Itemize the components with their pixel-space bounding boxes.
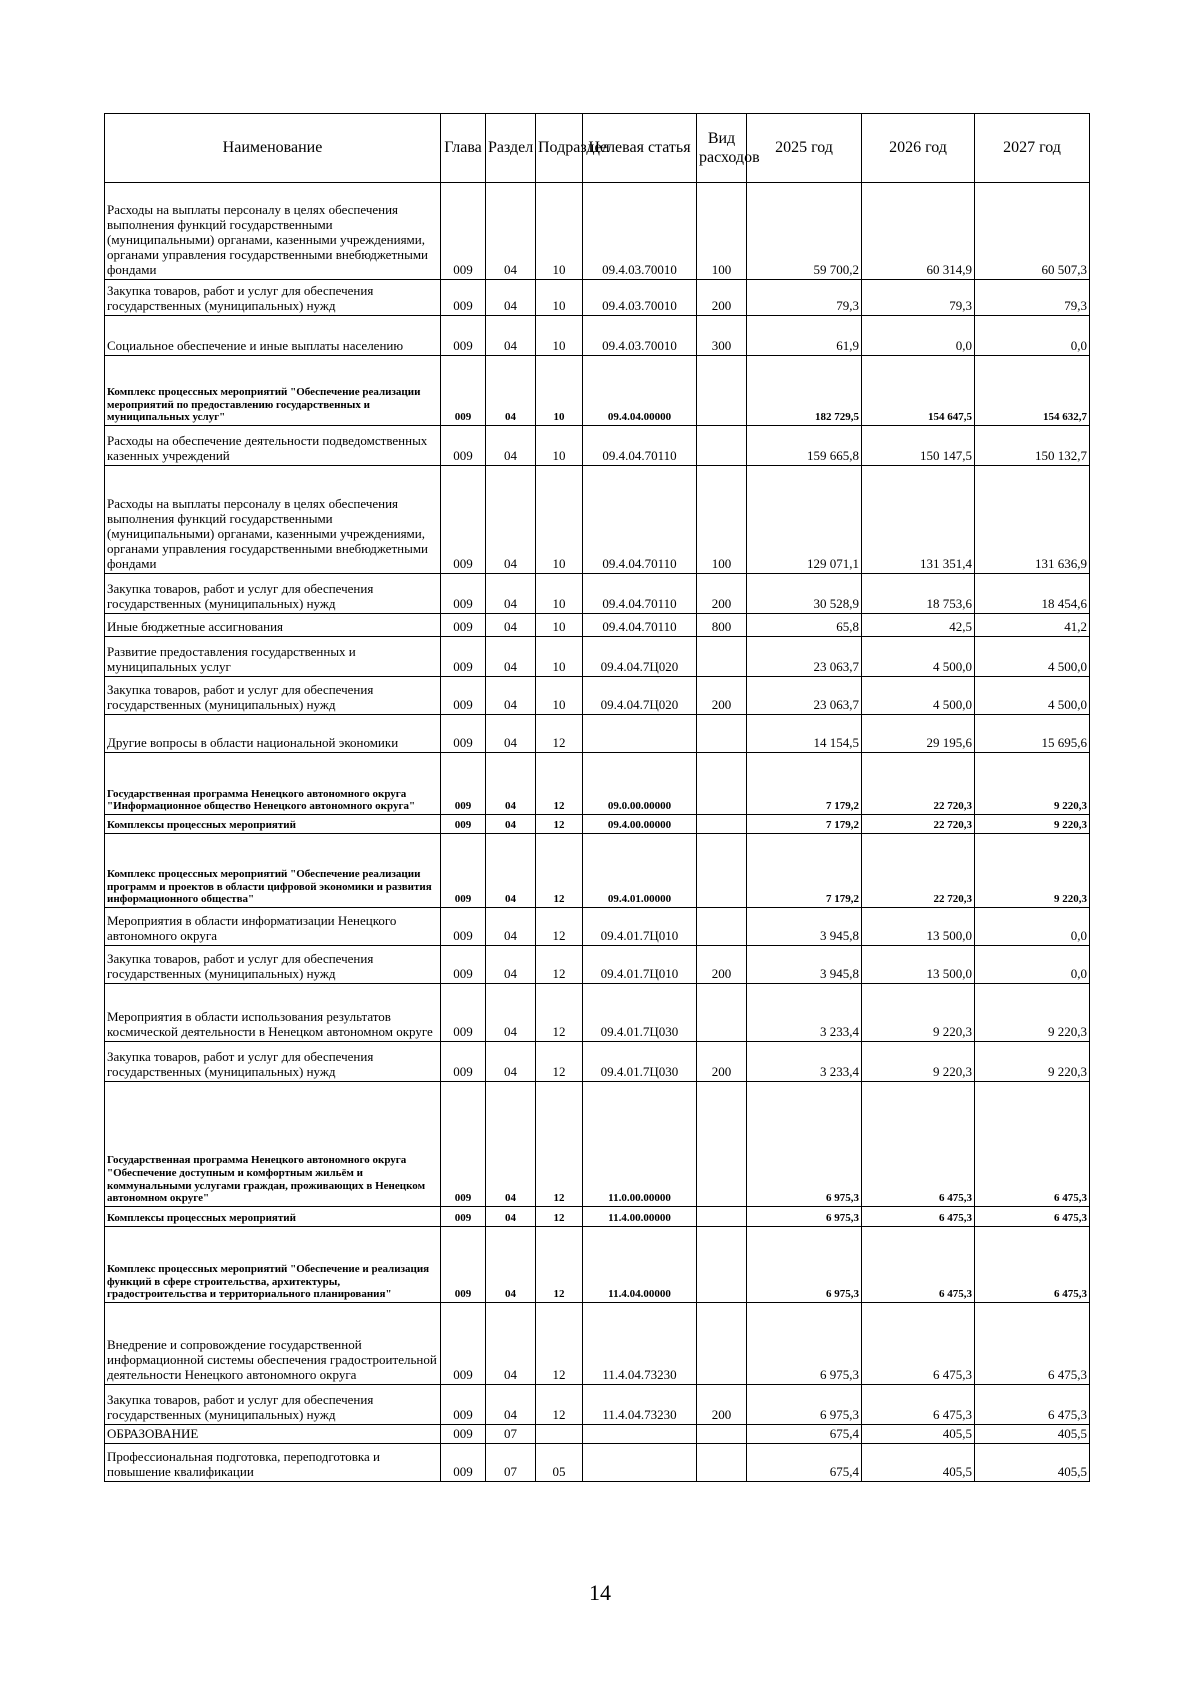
statya-cell [583, 1425, 697, 1444]
header-razdel: Раздел [486, 114, 536, 183]
value-2025-cell: 182 729,5 [747, 356, 862, 426]
name-cell: Мероприятия в области использования результатов космической деятельности в Ненецком автономном округе [105, 984, 441, 1042]
name-cell: Другие вопросы в области национальной экономики [105, 715, 441, 753]
value-2027-cell: 18 454,6 [975, 574, 1090, 614]
glava-cell: 009 [441, 637, 486, 677]
table-row [105, 466, 1090, 574]
table-row [105, 574, 1090, 614]
razdel-cell: 04 [486, 1082, 536, 1207]
glava-cell: 009 [441, 183, 486, 280]
table-row [105, 1042, 1090, 1082]
header-vid: Вид расходов [697, 114, 747, 183]
table-row [105, 908, 1090, 946]
page-number: 14 [589, 1580, 611, 1605]
value-2026-cell: 13 500,0 [862, 946, 975, 984]
vid-cell: 200 [697, 1042, 747, 1082]
value-2027-cell: 9 220,3 [975, 815, 1090, 834]
statya-cell: 09.4.04.70110 [583, 426, 697, 466]
razdel-cell: 04 [486, 715, 536, 753]
razdel-cell: 04 [486, 637, 536, 677]
table-row [105, 426, 1090, 466]
name-cell: Мероприятия в области информатизации Ненецкого автономного округа [105, 908, 441, 946]
name-cell: Закупка товаров, работ и услуг для обеспечения государственных (муниципальных) нужд [105, 677, 441, 715]
podrazdel-cell: 10 [536, 677, 583, 715]
statya-cell: 09.4.04.70110 [583, 574, 697, 614]
vid-cell [697, 1444, 747, 1482]
razdel-cell: 04 [486, 356, 536, 426]
name-cell: Закупка товаров, работ и услуг для обеспечения государственных (муниципальных) нужд [105, 574, 441, 614]
vid-cell [697, 1082, 747, 1207]
glava-cell: 009 [441, 946, 486, 984]
value-2025-cell: 30 528,9 [747, 574, 862, 614]
statya-cell: 09.4.00.00000 [583, 815, 697, 834]
vid-cell [697, 637, 747, 677]
vid-cell [697, 984, 747, 1042]
table-body [105, 183, 1090, 1482]
statya-cell: 11.4.00.00000 [583, 1207, 697, 1227]
value-2026-cell: 154 647,5 [862, 356, 975, 426]
glava-cell: 009 [441, 466, 486, 574]
table-row [105, 946, 1090, 984]
value-2026-cell: 18 753,6 [862, 574, 975, 614]
name-cell: Комплексы процессных мероприятий [105, 815, 441, 834]
razdel-cell: 04 [486, 1385, 536, 1425]
glava-cell: 009 [441, 834, 486, 908]
value-2025-cell: 61,9 [747, 316, 862, 356]
value-2025-cell: 6 975,3 [747, 1303, 862, 1385]
podrazdel-cell: 10 [536, 426, 583, 466]
vid-cell: 200 [697, 677, 747, 715]
value-2027-cell: 6 475,3 [975, 1082, 1090, 1207]
glava-cell: 009 [441, 574, 486, 614]
razdel-cell: 04 [486, 946, 536, 984]
razdel-cell: 04 [486, 426, 536, 466]
razdel-cell: 04 [486, 1227, 536, 1303]
name-cell: Закупка товаров, работ и услуг для обеспечения государственных (муниципальных) нужд [105, 280, 441, 316]
value-2027-cell: 4 500,0 [975, 677, 1090, 715]
name-cell: Развитие предоставления государственных и муниципальных услуг [105, 637, 441, 677]
name-cell: Социальное обеспечение и иные выплаты населению [105, 316, 441, 356]
statya-cell: 09.4.04.00000 [583, 356, 697, 426]
value-2025-cell: 59 700,2 [747, 183, 862, 280]
razdel-cell: 04 [486, 316, 536, 356]
value-2027-cell: 6 475,3 [975, 1385, 1090, 1425]
value-2026-cell: 22 720,3 [862, 753, 975, 815]
vid-cell [697, 753, 747, 815]
statya-cell: 09.4.03.70010 [583, 280, 697, 316]
value-2025-cell: 675,4 [747, 1425, 862, 1444]
value-2025-cell: 23 063,7 [747, 637, 862, 677]
statya-cell: 09.4.04.70110 [583, 466, 697, 574]
table-row [105, 614, 1090, 637]
podrazdel-cell: 10 [536, 280, 583, 316]
glava-cell: 009 [441, 1303, 486, 1385]
name-cell: Закупка товаров, работ и услуг для обеспечения государственных (муниципальных) нужд [105, 1042, 441, 1082]
value-2025-cell: 3 945,8 [747, 908, 862, 946]
header-name: Наименование [105, 114, 441, 183]
podrazdel-cell: 12 [536, 753, 583, 815]
vid-cell [697, 1303, 747, 1385]
statya-cell: 09.4.01.7Ц010 [583, 946, 697, 984]
table-row [105, 834, 1090, 908]
statya-cell [583, 715, 697, 753]
glava-cell: 009 [441, 426, 486, 466]
table-row [105, 1207, 1090, 1227]
podrazdel-cell: 12 [536, 1303, 583, 1385]
razdel-cell: 04 [486, 1303, 536, 1385]
value-2026-cell: 9 220,3 [862, 984, 975, 1042]
podrazdel-cell: 12 [536, 908, 583, 946]
name-cell: Государственная программа Ненецкого автономного округа "Обеспечение доступным и комфортным жильём и коммунальными услугами граждан, проживающих в Ненецком автономном округе" [105, 1082, 441, 1207]
table-row [105, 280, 1090, 316]
value-2025-cell: 7 179,2 [747, 834, 862, 908]
value-2027-cell: 0,0 [975, 946, 1090, 984]
value-2025-cell: 7 179,2 [747, 815, 862, 834]
header-row [105, 114, 1090, 183]
value-2027-cell: 60 507,3 [975, 183, 1090, 280]
vid-cell: 200 [697, 946, 747, 984]
table-row [105, 677, 1090, 715]
podrazdel-cell: 12 [536, 834, 583, 908]
vid-cell: 200 [697, 280, 747, 316]
value-2026-cell: 405,5 [862, 1425, 975, 1444]
razdel-cell: 04 [486, 753, 536, 815]
razdel-cell: 07 [486, 1425, 536, 1444]
value-2026-cell: 6 475,3 [862, 1303, 975, 1385]
vid-cell [697, 1425, 747, 1444]
razdel-cell: 04 [486, 908, 536, 946]
table-row [105, 1082, 1090, 1207]
header-2026: 2026 год [862, 114, 975, 183]
vid-cell: 200 [697, 1385, 747, 1425]
glava-cell: 009 [441, 1227, 486, 1303]
name-cell: Закупка товаров, работ и услуг для обеспечения государственных (муниципальных) нужд [105, 1385, 441, 1425]
value-2025-cell: 14 154,5 [747, 715, 862, 753]
value-2026-cell: 9 220,3 [862, 1042, 975, 1082]
glava-cell: 009 [441, 316, 486, 356]
razdel-cell: 04 [486, 984, 536, 1042]
razdel-cell: 04 [486, 1042, 536, 1082]
value-2026-cell: 22 720,3 [862, 815, 975, 834]
value-2027-cell: 405,5 [975, 1444, 1090, 1482]
value-2026-cell: 0,0 [862, 316, 975, 356]
statya-cell: 11.4.04.73230 [583, 1385, 697, 1425]
glava-cell: 009 [441, 715, 486, 753]
name-cell: Комплексы процессных мероприятий [105, 1207, 441, 1227]
statya-cell: 09.0.00.00000 [583, 753, 697, 815]
podrazdel-cell: 10 [536, 466, 583, 574]
vid-cell [697, 834, 747, 908]
value-2025-cell: 159 665,8 [747, 426, 862, 466]
vid-cell: 800 [697, 614, 747, 637]
name-cell: Комплекс процессных мероприятий "Обеспечение и реализация функций в сфере строительства, архитектуры, градостроительства и территориального планирования" [105, 1227, 441, 1303]
value-2026-cell: 405,5 [862, 1444, 975, 1482]
value-2026-cell: 6 475,3 [862, 1082, 975, 1207]
name-cell: Комплекс процессных мероприятий "Обеспечение реализации мероприятий по предоставлению государственных и муниципальных услуг" [105, 356, 441, 426]
value-2026-cell: 6 475,3 [862, 1207, 975, 1227]
glava-cell: 009 [441, 1042, 486, 1082]
value-2025-cell: 675,4 [747, 1444, 862, 1482]
value-2027-cell: 150 132,7 [975, 426, 1090, 466]
value-2027-cell: 9 220,3 [975, 834, 1090, 908]
value-2025-cell: 129 071,1 [747, 466, 862, 574]
glava-cell: 009 [441, 908, 486, 946]
glava-cell: 009 [441, 1385, 486, 1425]
value-2025-cell: 65,8 [747, 614, 862, 637]
header-2025: 2025 год [747, 114, 862, 183]
header-glava: Глава [441, 114, 486, 183]
name-cell: Расходы на обеспечение деятельности подведомственных казенных учреждений [105, 426, 441, 466]
value-2027-cell: 6 475,3 [975, 1207, 1090, 1227]
name-cell: Расходы на выплаты персоналу в целях обеспечения выполнения функций государственными (муниципальными) органами, казенными учреждениями, органами управления государственными внебюджетными фондами [105, 183, 441, 280]
statya-cell [583, 1444, 697, 1482]
statya-cell: 09.4.04.70110 [583, 614, 697, 637]
name-cell: Закупка товаров, работ и услуг для обеспечения государственных (муниципальных) нужд [105, 946, 441, 984]
podrazdel-cell: 12 [536, 1207, 583, 1227]
glava-cell: 009 [441, 815, 486, 834]
podrazdel-cell: 10 [536, 183, 583, 280]
value-2026-cell: 42,5 [862, 614, 975, 637]
table-row [105, 637, 1090, 677]
table-row [105, 984, 1090, 1042]
podrazdel-cell: 10 [536, 637, 583, 677]
razdel-cell: 07 [486, 1444, 536, 1482]
value-2026-cell: 150 147,5 [862, 426, 975, 466]
value-2027-cell: 154 632,7 [975, 356, 1090, 426]
value-2027-cell: 405,5 [975, 1425, 1090, 1444]
podrazdel-cell: 12 [536, 1082, 583, 1207]
glava-cell: 009 [441, 280, 486, 316]
value-2027-cell: 15 695,6 [975, 715, 1090, 753]
value-2026-cell: 131 351,4 [862, 466, 975, 574]
glava-cell: 009 [441, 677, 486, 715]
table-row [105, 1385, 1090, 1425]
header-statya: Целевая статья [583, 114, 697, 183]
statya-cell: 09.4.03.70010 [583, 183, 697, 280]
table-row [105, 753, 1090, 815]
statya-cell: 09.4.04.7Ц020 [583, 637, 697, 677]
podrazdel-cell: 10 [536, 574, 583, 614]
razdel-cell: 04 [486, 1207, 536, 1227]
value-2026-cell: 13 500,0 [862, 908, 975, 946]
value-2025-cell: 6 975,3 [747, 1082, 862, 1207]
statya-cell: 09.4.01.7Ц030 [583, 1042, 697, 1082]
value-2026-cell: 79,3 [862, 280, 975, 316]
podrazdel-cell: 10 [536, 316, 583, 356]
podrazdel-cell: 10 [536, 614, 583, 637]
table-row [105, 1425, 1090, 1444]
value-2026-cell: 6 475,3 [862, 1385, 975, 1425]
value-2025-cell: 7 179,2 [747, 753, 862, 815]
value-2027-cell: 0,0 [975, 908, 1090, 946]
value-2026-cell: 4 500,0 [862, 637, 975, 677]
vid-cell: 100 [697, 466, 747, 574]
value-2027-cell: 41,2 [975, 614, 1090, 637]
value-2027-cell: 4 500,0 [975, 637, 1090, 677]
budget-table [104, 113, 1090, 1482]
header-podrazdel: Подраздел [536, 114, 583, 183]
glava-cell: 009 [441, 1444, 486, 1482]
name-cell: Государственная программа Ненецкого автономного округа "Информационное общество Ненецкого автономного округа" [105, 753, 441, 815]
value-2026-cell: 4 500,0 [862, 677, 975, 715]
statya-cell: 09.4.03.70010 [583, 316, 697, 356]
podrazdel-cell: 12 [536, 1385, 583, 1425]
razdel-cell: 04 [486, 574, 536, 614]
podrazdel-cell: 12 [536, 1042, 583, 1082]
name-cell: Комплекс процессных мероприятий "Обеспечение реализации программ и проектов в области цифровой экономики и развития информационного общества" [105, 834, 441, 908]
statya-cell: 11.4.04.73230 [583, 1303, 697, 1385]
razdel-cell: 04 [486, 815, 536, 834]
value-2027-cell: 0,0 [975, 316, 1090, 356]
statya-cell: 11.4.04.00000 [583, 1227, 697, 1303]
value-2027-cell: 9 220,3 [975, 1042, 1090, 1082]
podrazdel-cell: 10 [536, 356, 583, 426]
header-2027: 2027 год [975, 114, 1090, 183]
name-cell: Расходы на выплаты персоналу в целях обеспечения выполнения функций государственными (муниципальными) органами, казенными учреждениями, органами управления государственными внебюджетными фондами [105, 466, 441, 574]
glava-cell: 009 [441, 614, 486, 637]
podrazdel-cell: 12 [536, 946, 583, 984]
value-2025-cell: 79,3 [747, 280, 862, 316]
value-2025-cell: 3 233,4 [747, 1042, 862, 1082]
value-2027-cell: 6 475,3 [975, 1303, 1090, 1385]
value-2025-cell: 6 975,3 [747, 1227, 862, 1303]
vid-cell [697, 426, 747, 466]
value-2025-cell: 3 233,4 [747, 984, 862, 1042]
value-2027-cell: 79,3 [975, 280, 1090, 316]
razdel-cell: 04 [486, 280, 536, 316]
name-cell: Профессиональная подготовка, переподготовка и повышение квалификации [105, 1444, 441, 1482]
glava-cell: 009 [441, 1082, 486, 1207]
glava-cell: 009 [441, 1425, 486, 1444]
value-2027-cell: 6 475,3 [975, 1227, 1090, 1303]
vid-cell [697, 815, 747, 834]
table-row [105, 183, 1090, 280]
glava-cell: 009 [441, 1207, 486, 1227]
glava-cell: 009 [441, 356, 486, 426]
razdel-cell: 04 [486, 614, 536, 637]
razdel-cell: 04 [486, 466, 536, 574]
vid-cell: 200 [697, 574, 747, 614]
value-2025-cell: 6 975,3 [747, 1385, 862, 1425]
statya-cell: 09.4.01.7Ц030 [583, 984, 697, 1042]
statya-cell: 09.4.01.7Ц010 [583, 908, 697, 946]
razdel-cell: 04 [486, 834, 536, 908]
table-row [105, 815, 1090, 834]
table-row [105, 1303, 1090, 1385]
podrazdel-cell: 12 [536, 815, 583, 834]
table-row [105, 316, 1090, 356]
statya-cell: 09.4.01.00000 [583, 834, 697, 908]
value-2026-cell: 60 314,9 [862, 183, 975, 280]
name-cell: Внедрение и сопровождение государственной информационной системы обеспечения градостроительной деятельности Ненецкого автономного округа [105, 1303, 441, 1385]
podrazdel-cell: 12 [536, 984, 583, 1042]
vid-cell: 100 [697, 183, 747, 280]
value-2025-cell: 6 975,3 [747, 1207, 862, 1227]
podrazdel-cell: 12 [536, 715, 583, 753]
glava-cell: 009 [441, 984, 486, 1042]
value-2026-cell: 22 720,3 [862, 834, 975, 908]
value-2026-cell: 6 475,3 [862, 1227, 975, 1303]
vid-cell [697, 908, 747, 946]
podrazdel-cell [536, 1425, 583, 1444]
table-row [105, 356, 1090, 426]
vid-cell: 300 [697, 316, 747, 356]
statya-cell: 11.0.00.00000 [583, 1082, 697, 1207]
podrazdel-cell: 12 [536, 1227, 583, 1303]
value-2027-cell: 9 220,3 [975, 984, 1090, 1042]
value-2026-cell: 29 195,6 [862, 715, 975, 753]
glava-cell: 009 [441, 753, 486, 815]
value-2025-cell: 3 945,8 [747, 946, 862, 984]
statya-cell: 09.4.04.7Ц020 [583, 677, 697, 715]
podrazdel-cell: 05 [536, 1444, 583, 1482]
table-row [105, 715, 1090, 753]
razdel-cell: 04 [486, 183, 536, 280]
vid-cell [697, 1227, 747, 1303]
value-2027-cell: 9 220,3 [975, 753, 1090, 815]
name-cell: Иные бюджетные ассигнования [105, 614, 441, 637]
table-row [105, 1227, 1090, 1303]
vid-cell [697, 1207, 747, 1227]
vid-cell [697, 715, 747, 753]
razdel-cell: 04 [486, 677, 536, 715]
name-cell: ОБРАЗОВАНИЕ [105, 1425, 441, 1444]
value-2027-cell: 131 636,9 [975, 466, 1090, 574]
table-row [105, 1444, 1090, 1482]
vid-cell [697, 356, 747, 426]
value-2025-cell: 23 063,7 [747, 677, 862, 715]
